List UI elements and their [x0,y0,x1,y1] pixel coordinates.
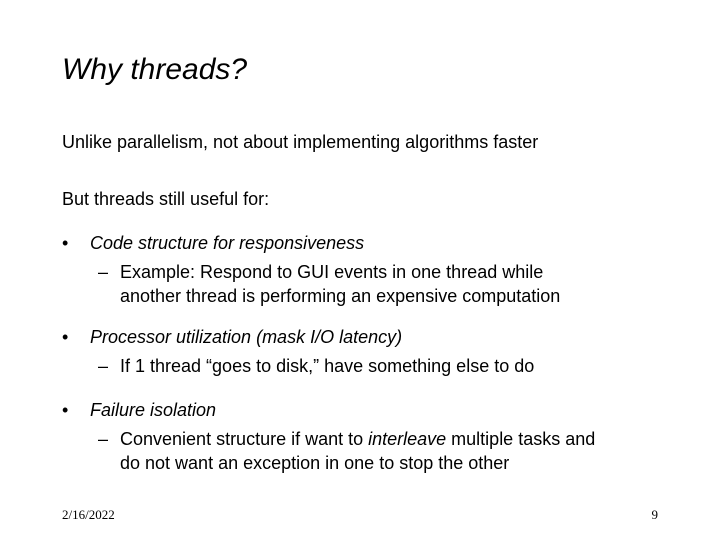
bullet-text: Failure isolation [90,400,217,420]
bullet-marker: • [62,327,69,347]
bullet-marker: • [62,400,69,420]
sub-bullet-line [120,427,595,451]
sub-bullet-text-pre: Convenient structure if want to [120,429,369,449]
sub-bullet-emphasis: interleave [368,429,447,449]
footer-date: 2/16/2022 [62,507,115,522]
bullet-text: Code structure for responsiveness [90,233,365,253]
intro-paragraph: Unlike parallelism, not about implementing algorithms faster [62,132,539,152]
sub-bullet-line: Example: Respond to GUI events in one thread while [120,262,544,282]
sub-bullet-marker: – [98,262,109,282]
sub-bullet-text [120,260,560,308]
sub-bullet-line: another thread is performing an expensive computation [120,286,561,306]
sub-bullet-line: do not want an exception in one to stop the other [120,453,510,473]
sub-bullet-marker: – [98,356,109,376]
page-number: 9 [651,507,658,522]
sub-bullet-text [120,354,534,378]
sub-bullet-marker: – [98,429,109,449]
sub-bullet-line: If 1 thread “goes to disk,” have something else to do [120,356,535,376]
slide-title: Why threads? [62,53,248,86]
bullet-marker: • [62,233,69,253]
lead-in-paragraph: But threads still useful for: [62,189,270,209]
sub-bullet-text-post: multiple tasks and [446,429,596,449]
bullet-text: Processor utilization (mask I/O latency) [90,327,403,347]
sub-bullet-text [120,427,595,475]
